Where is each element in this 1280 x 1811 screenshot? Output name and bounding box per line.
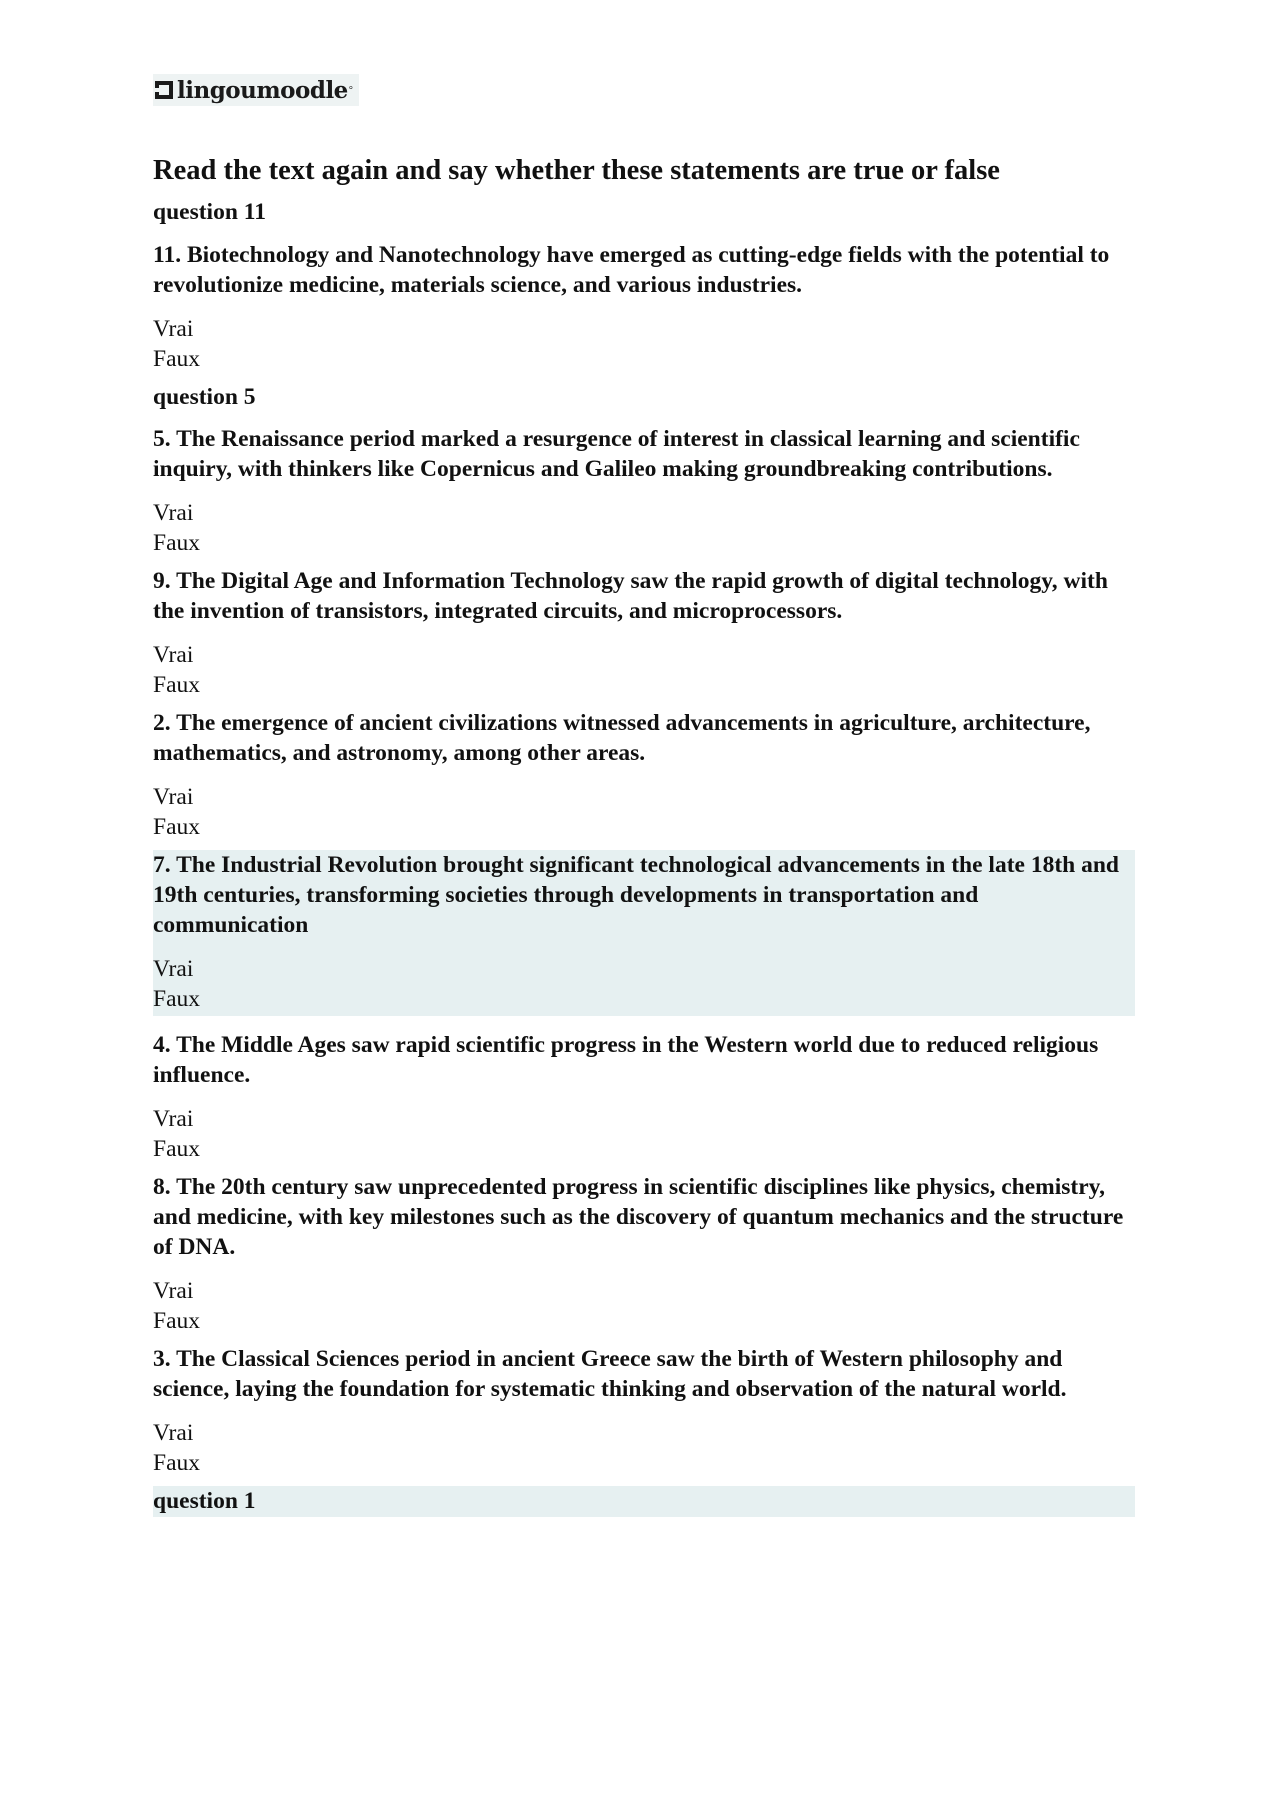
question-block: [153, 240, 1135, 374]
question-block: [153, 1344, 1135, 1478]
logo: [153, 74, 359, 106]
question-block: [153, 424, 1135, 558]
option-false[interactable]: Faux: [153, 672, 200, 699]
quiz-content: [153, 152, 1135, 1529]
logo-text: lingoumoodle: [177, 76, 348, 104]
option-true[interactable]: Vrai: [153, 784, 194, 811]
question-label: question 5: [153, 383, 256, 410]
option-false[interactable]: Faux: [153, 1136, 200, 1163]
spacer: [153, 1016, 1135, 1030]
page-title: Read the text again and say whether these statements are true or false: [153, 155, 1000, 186]
question-block: [153, 1030, 1135, 1164]
option-false[interactable]: Faux: [153, 345, 200, 372]
answer-options: [153, 782, 1135, 842]
question-statement: 7. The Industrial Revolution brought significant technological advancements in the late 18th and 19th centuries, transforming societies through developments in transportation and communication: [153, 852, 1119, 939]
option-true[interactable]: Vrai: [153, 1106, 194, 1133]
question-block: [153, 708, 1135, 842]
answer-options: [153, 1104, 1135, 1164]
logo-icon: [153, 79, 175, 101]
question-label-highlighted: question 1: [153, 1486, 1135, 1517]
answer-options: [153, 640, 1135, 700]
answer-options: [153, 1276, 1135, 1336]
option-false[interactable]: Faux: [153, 814, 200, 841]
answer-options: [153, 498, 1135, 558]
question-label: question 11: [153, 199, 266, 226]
option-true[interactable]: Vrai: [153, 1278, 194, 1305]
question-block-highlighted: [153, 850, 1135, 1016]
question-block: [153, 1172, 1135, 1336]
question-statement: 4. The Middle Ages saw rapid scientific progress in the Western world due to reduced religious influence.: [153, 1032, 1099, 1089]
question-statement: 11. Biotechnology and Nanotechnology have emerged as cutting-edge fields with the potential to revolutionize medicine, materials science, and various industries.: [153, 241, 1110, 298]
option-true[interactable]: Vrai: [153, 642, 194, 669]
option-true[interactable]: Vrai: [153, 1420, 194, 1447]
answer-options: [153, 1418, 1135, 1478]
question-statement: 5. The Renaissance period marked a resurgence of interest in classical learning and scientific inquiry, with thinkers like Copernicus and Galileo making groundbreaking contributions.: [153, 426, 1080, 483]
question-statement: 2. The emergence of ancient civilizations witnessed advancements in agriculture, architecture, mathematics, and astronomy, among other areas.: [153, 710, 1091, 767]
question-statement: 9. The Digital Age and Information Technology saw the rapid growth of digital technology, with the invention of transistors, integrated circuits, and microprocessors.: [153, 568, 1108, 625]
answer-options: [153, 314, 1135, 374]
answer-options: [153, 954, 1135, 1016]
option-false[interactable]: Faux: [153, 1450, 200, 1477]
question-block: [153, 566, 1135, 700]
option-false[interactable]: Faux: [153, 986, 200, 1013]
option-false[interactable]: Faux: [153, 1308, 200, 1335]
logo-ring-icon: °: [348, 84, 353, 96]
option-false[interactable]: Faux: [153, 530, 200, 557]
option-true[interactable]: Vrai: [153, 500, 194, 527]
option-true[interactable]: Vrai: [153, 956, 194, 983]
question-statement: 3. The Classical Sciences period in ancient Greece saw the birth of Western philosophy and science, laying the foundation for systematic thinking and observation of the natural world.: [153, 1346, 1067, 1403]
question-statement: 8. The 20th century saw unprecedented progress in scientific disciplines like physics, chemistry, and medicine, with key milestones such as the discovery of quantum mechanics and the structure of DNA.: [153, 1174, 1124, 1261]
option-true[interactable]: Vrai: [153, 315, 194, 342]
